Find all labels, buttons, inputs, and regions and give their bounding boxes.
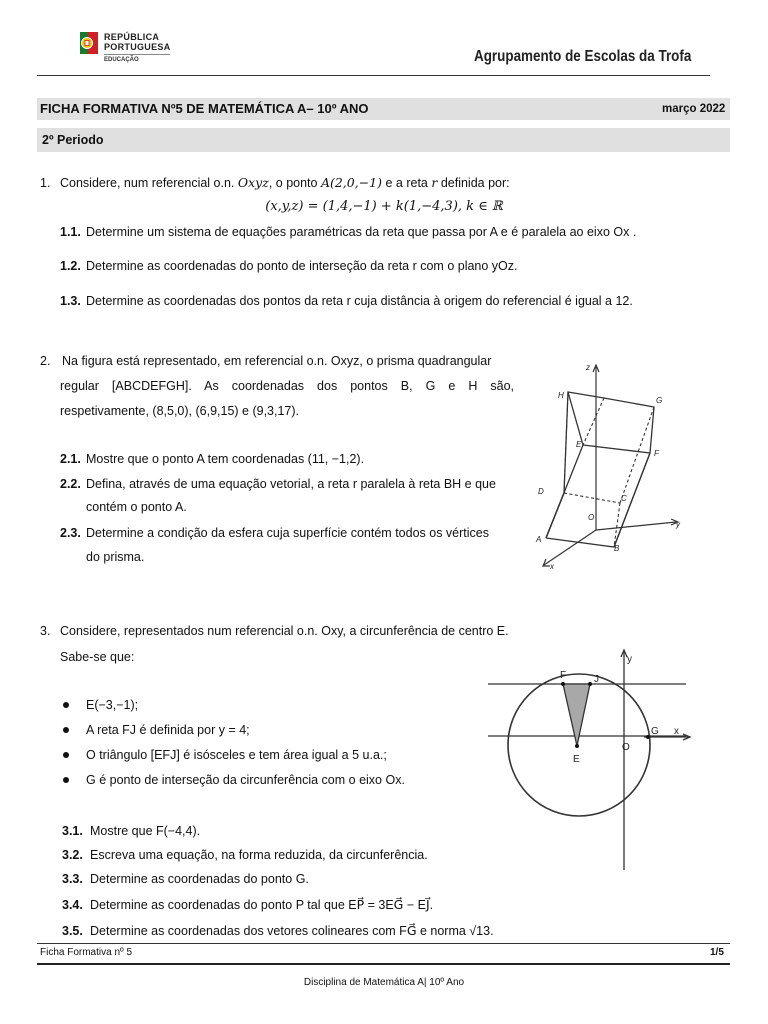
q3-bullet-1: E(−3,−1); bbox=[86, 698, 139, 712]
q2-1-number: 2.1. bbox=[60, 452, 81, 466]
y-label: y bbox=[676, 520, 680, 529]
q1-2-number: 1.2. bbox=[60, 259, 81, 273]
label-y: y bbox=[627, 654, 632, 665]
label-G: G bbox=[651, 726, 659, 737]
logo bbox=[80, 32, 171, 63]
q2-3-text-line2: do prisma. bbox=[86, 550, 145, 564]
page-title: FICHA FORMATIVA Nº5 DE MATEMÁTICA A– 10º ANO bbox=[40, 101, 369, 116]
q3-5-text: Determine as coordenadas dos vetores colineares com FG⃗ e norma √13. bbox=[90, 924, 494, 938]
bullet-4 bbox=[63, 777, 69, 783]
footer-rule-bottom bbox=[37, 963, 730, 965]
q1-number: 1. bbox=[40, 176, 51, 190]
label-J: J bbox=[594, 674, 599, 685]
q2-line1: Na figura está representado, em referencial o.n. Oxyz, o prisma quadrangular bbox=[62, 354, 492, 368]
edge-EF bbox=[583, 445, 650, 453]
label-x: x bbox=[674, 726, 679, 737]
q3-bullet-2: A reta FJ é definida por y = 4; bbox=[86, 723, 250, 737]
footer-left: Ficha Formativa nº 5 bbox=[40, 947, 133, 958]
period-bar bbox=[37, 128, 730, 152]
q3-bullet-4: G é ponto de interseção da circunferência com o eixo Ox. bbox=[86, 773, 405, 787]
vertex-B: B bbox=[614, 544, 620, 553]
q2-2-number: 2.2. bbox=[60, 477, 81, 491]
point-E bbox=[575, 744, 579, 748]
q3-2-number: 3.2. bbox=[62, 848, 83, 862]
logo-line1: REPÚBLICA bbox=[104, 32, 160, 42]
q2-1-text: Mostre que o ponto A tem coordenadas (11, −1,2). bbox=[86, 452, 365, 466]
q3-3-text: Determine as coordenadas do ponto G. bbox=[90, 872, 309, 886]
bullet-1 bbox=[63, 702, 69, 708]
q3-number: 3. bbox=[40, 624, 51, 638]
q1-1-number: 1.1. bbox=[60, 225, 81, 239]
vertex-F: F bbox=[654, 449, 659, 458]
x-axis bbox=[544, 530, 596, 565]
header-rule bbox=[37, 75, 710, 76]
circle-figure bbox=[484, 645, 692, 870]
label-E: E bbox=[573, 754, 580, 765]
label-O: O bbox=[622, 742, 630, 753]
q2-3-number: 2.3. bbox=[60, 526, 81, 540]
vertex-G: G bbox=[656, 396, 663, 405]
q1-equation: (x,y,z) = (1,4,−1) + k(1,−4,3), k ∈ ℝ bbox=[265, 199, 503, 214]
vertex-A: A bbox=[536, 535, 542, 544]
q3-3-number: 3.3. bbox=[62, 872, 83, 886]
q1-statement: Considere, num referencial o.n. Oxyz, o ponto A(2,0,−1) e a reta r definida por: bbox=[60, 175, 510, 190]
q2-2-text-line2: contém o ponto A. bbox=[86, 500, 187, 514]
point-F bbox=[561, 682, 565, 686]
q3-5-number: 3.5. bbox=[62, 924, 83, 938]
vertex-E: E bbox=[576, 440, 582, 449]
q3-intro: Considere, representados num referencial o.n. Oxy, a circunferência de centro E. bbox=[60, 624, 509, 638]
footer-center: Disciplina de Matemática A| 10º Ano bbox=[303, 977, 465, 988]
q3-4-number: 3.4. bbox=[62, 898, 83, 912]
label-F: F bbox=[560, 670, 567, 681]
date-label: março 2022 bbox=[662, 103, 726, 115]
q2-2-text-line1: Defina, através de uma equação vetorial, a reta r paralela à reta BH e que bbox=[86, 477, 496, 491]
footer-rule-top bbox=[37, 943, 730, 944]
x-label: x bbox=[550, 562, 554, 571]
bullet-2 bbox=[63, 727, 69, 733]
q2-line3: respetivamente, (8,5,0), (6,9,15) e (9,3,17). bbox=[60, 404, 300, 418]
y-axis bbox=[596, 522, 676, 530]
vertex-C: C bbox=[621, 494, 627, 503]
q1-2-text: Determine as coordenadas do ponto de interseção da reta r com o plano yOz. bbox=[86, 259, 518, 273]
period-label: 2º Periodo bbox=[42, 133, 104, 147]
q3-1-number: 3.1. bbox=[62, 824, 83, 838]
q3-know: Sabe-se que: bbox=[60, 650, 135, 664]
logo-line2: PORTUGUESA bbox=[104, 42, 171, 52]
q3-4-text: Determine as coordenadas do ponto P tal que EP⃗ = 3EG⃗ − EJ⃗. bbox=[90, 898, 434, 912]
q3-2-text: Escreva uma equação, na forma reduzida, da circunferência. bbox=[90, 848, 428, 862]
q2-line2: regular [ABCDEFGH]. As coordenadas dos pontos B, G e H são, bbox=[60, 379, 514, 393]
q2-3-text-line1: Determine a condição da esfera cuja superfície contém todos os vértices bbox=[86, 526, 489, 540]
q1-3-number: 1.3. bbox=[60, 294, 81, 308]
bullet-3 bbox=[63, 752, 69, 758]
q3-bullet-3: O triângulo [EFJ] é isósceles e tem área igual a 5 u.a.; bbox=[86, 748, 387, 762]
origin-label: O bbox=[588, 513, 595, 522]
prism-figure bbox=[530, 355, 700, 575]
coat-of-arms-icon bbox=[80, 32, 98, 54]
vertex-D: D bbox=[538, 487, 544, 496]
vertex-H: H bbox=[558, 391, 564, 400]
school-name: Agrupamento de Escolas da Trofa bbox=[474, 48, 692, 65]
z-label: z bbox=[586, 363, 590, 372]
q3-1-text: Mostre que F(−4,4). bbox=[90, 824, 201, 838]
q1-3-text: Determine as coordenadas dos pontos da reta r cuja distância à origem do referencial é igual a 12. bbox=[86, 294, 633, 308]
page-number: 1/5 bbox=[710, 947, 724, 958]
triangle-EFJ bbox=[563, 684, 590, 746]
edge-HE bbox=[568, 392, 583, 445]
point-J bbox=[588, 682, 592, 686]
logo-line3: EDUCAÇÃO bbox=[104, 57, 139, 63]
q1-1-text: Determine um sistema de equações paramétricas da reta que passa por A e é paralela ao eixo Ox . bbox=[86, 225, 637, 239]
q2-number: 2. bbox=[40, 354, 51, 368]
point-G bbox=[646, 735, 650, 739]
